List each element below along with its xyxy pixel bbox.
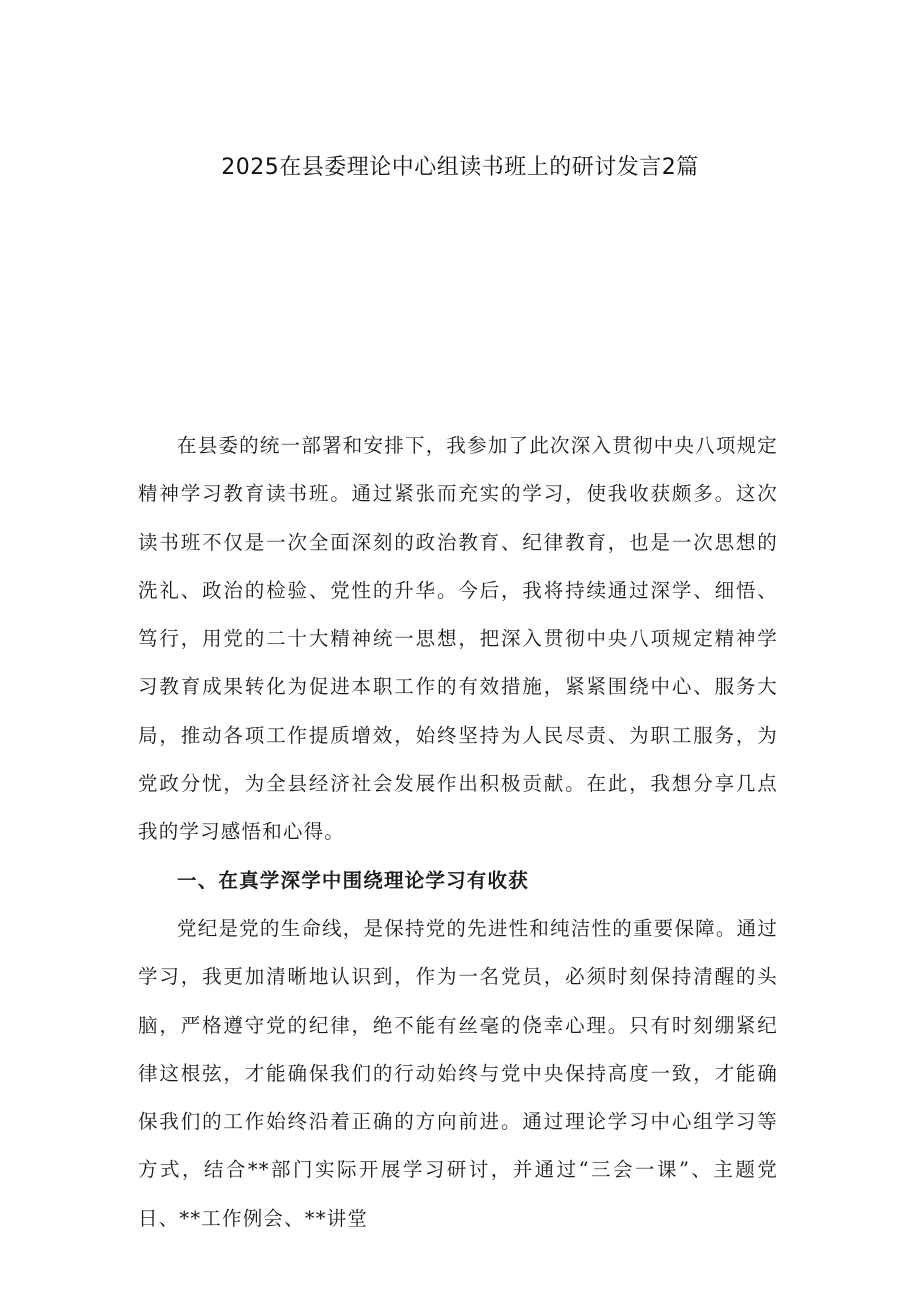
section-heading: 一、在真学深学中围绕理论学习有收获: [177, 868, 529, 892]
intro-paragraph: 在县委的统一部署和安排下，我参加了此次深入贯彻中央八项规定精神学习教育读书班。通过紧张而充实的学习，使我收获颇多。这次读书班不仅是一次全面深刻的政治教育、纪律教育，也是一次思想的洗礼、政治的检验、党性的升华。今后，我将持续通过深学、细悟、笃行，用党的二十大精神统一思想，把深入贯彻中央八项规定精神学习教育成果转化为促进本职工作的有效措施，紧紧围绕中心、服务大局，推动各项工作提质增效，始终坚持为人民尽责、为职工服务，为党政分忧，为全县经济社会发展作出积极贡献。在此，我想分享几点我的学习感悟和心得。: [138, 434, 778, 844]
section-paragraph: 党纪是党的生命线，是保持党的先进性和纯洁性的重要保障。通过学习，我更加清晰地认识到，作为一名党员，必须时刻保持清醒的头脑，严格遵守党的纪律，绝不能有丝毫的侥幸心理。只有时刻绷紧纪律这根弦，才能确保我们的行动始终与党中央保持高度一致，才能确保我们的工作始终沿着正确的方向前进。通过理论学习中心组学习等方式，结合**部门实际开展学习研讨，并通过“三会一课”、主题党日、**工作例会、**讲堂: [138, 916, 778, 1230]
document-body: [138, 422, 778, 1243]
document-title: 2025在县委理论中心组读书班上的研讨发言2篇: [221, 155, 699, 180]
